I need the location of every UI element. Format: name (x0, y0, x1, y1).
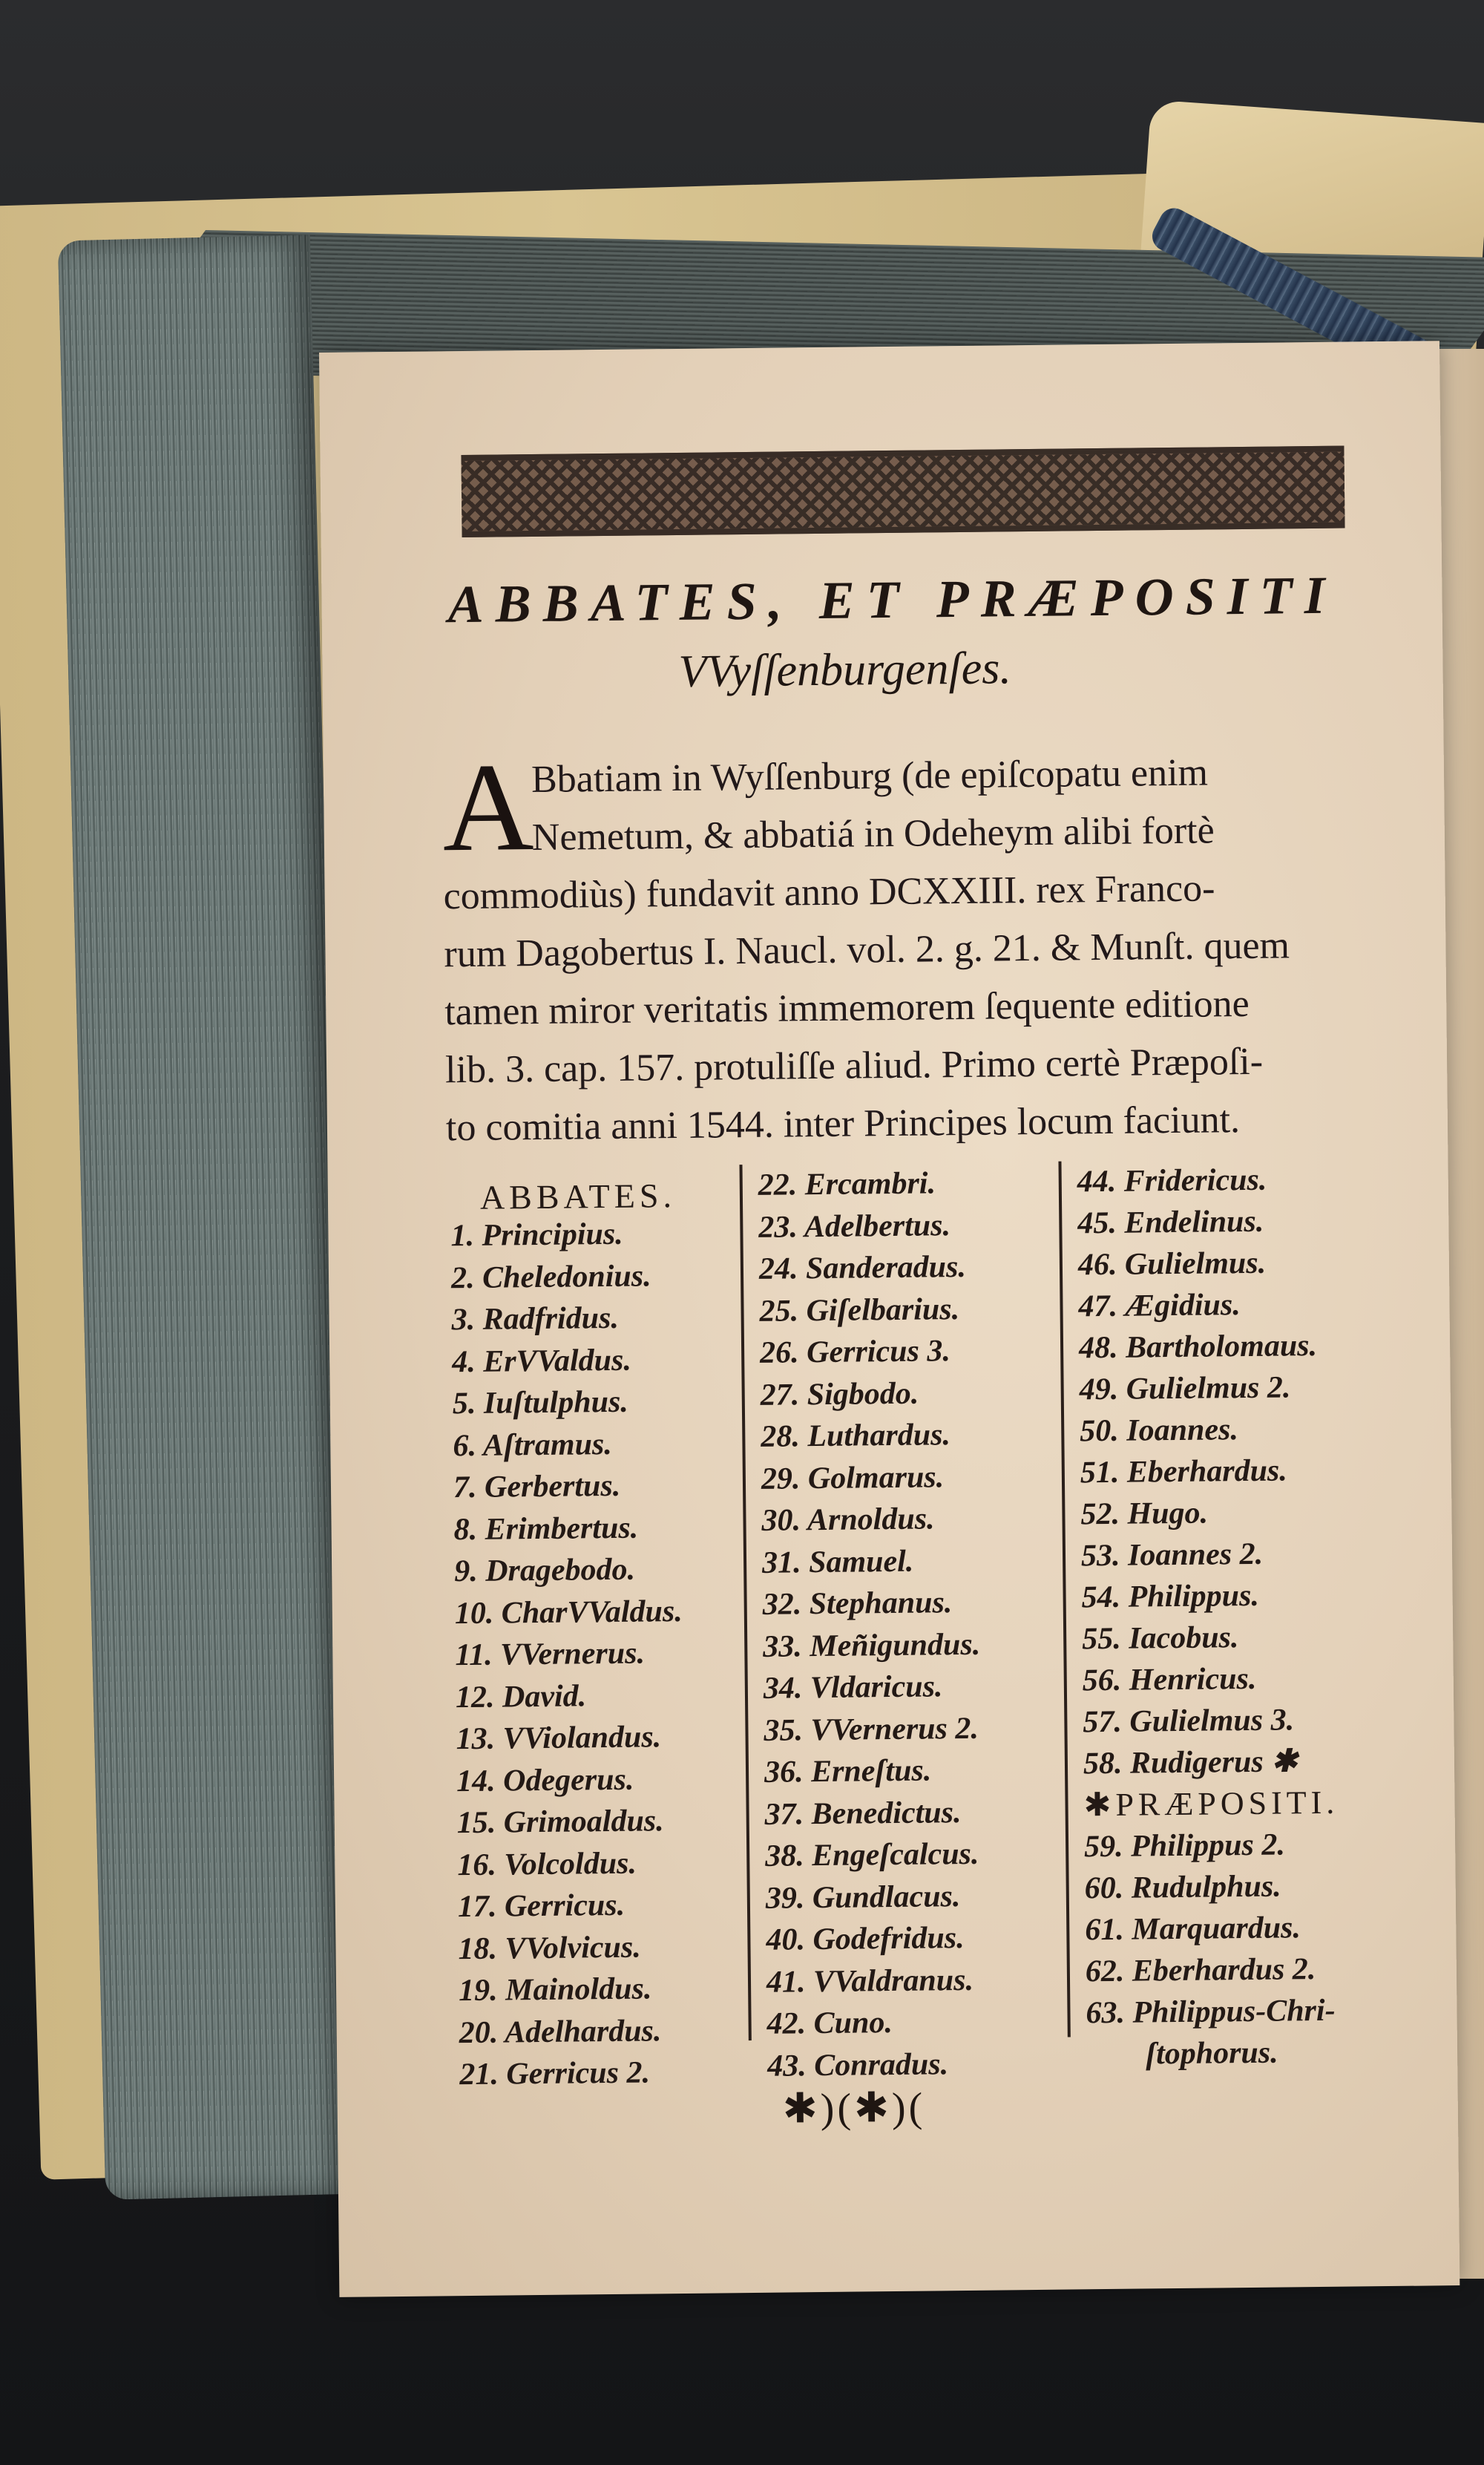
list-item: 19. Mainoldus. (458, 1971, 652, 2009)
list-item: 48. Bartholomaus. (1078, 1328, 1318, 1366)
intro-line: Nemetum, & abbatiá in Odeheym alibi fortè (531, 809, 1215, 860)
intro-line: rum Dagobertus I. Naucl. vol. 2. g. 21. & Munſt. quem (444, 924, 1290, 976)
drop-cap: A (441, 737, 535, 878)
page-title: ABBATES, ET PRÆPOSITI (447, 565, 1338, 635)
list-item: 18. VVolvicus. (458, 1930, 641, 1966)
abbates-heading: ABBATES. (479, 1176, 677, 1217)
list-item: 36. Erneſtus. (764, 1753, 932, 1790)
list-item: 4. ErVValdus. (452, 1343, 632, 1379)
list-item: 27. Sigbodo. (760, 1376, 919, 1412)
list-item: 12. David. (455, 1678, 587, 1715)
list-item: 8. Erimbertus. (453, 1510, 639, 1547)
list-item: 16. Volcoldus. (457, 1846, 637, 1882)
list-item: 43. Conradus. (766, 2046, 949, 2083)
intro-line: to comitia anni 1544. inter Principes locum faciunt. (445, 1099, 1241, 1150)
header-ornament (461, 446, 1345, 537)
list-item: 47. Ægidius. (1078, 1288, 1241, 1324)
list-item: 13. VViolandus. (456, 1720, 662, 1757)
abbates-column-3 (1077, 1158, 1398, 2075)
list-item: 59. Philippus 2. (1083, 1827, 1286, 1865)
list-item: 22. Ercambri. (758, 1166, 936, 1202)
abbates-list-1 (450, 1212, 741, 2095)
list-item: 52. Hugo. (1080, 1496, 1209, 1532)
list-item: 41. VValdranus. (766, 1962, 974, 2000)
list-item: 25. Giſelbarius. (759, 1292, 960, 1329)
list-item: 60. Rudulphus. (1084, 1869, 1281, 1906)
list-item: 26. Gerricus 3. (759, 1334, 951, 1370)
list-item: 6. Aſtramus. (453, 1427, 612, 1463)
list-item: 57. Gulielmus 3. (1083, 1703, 1295, 1740)
abbates-list-3 (1077, 1158, 1395, 1784)
intro-line: commodiùs) fundavit anno DCXXIII. rex Franco- (443, 867, 1215, 918)
entry-continuation: ſtophorus. (1145, 2035, 1278, 2072)
praepositi-heading: ✱PRÆPOSITI. (1083, 1784, 1339, 1824)
list-item: 49. Gulielmus 2. (1079, 1370, 1291, 1407)
page-subtitle: VVyſſenburgenſes. (678, 643, 1012, 697)
list-item: 55. Iacobus. (1081, 1620, 1239, 1657)
abbates-column-1 (450, 1165, 742, 2095)
list-item: 3. Radfridus. (451, 1300, 620, 1338)
intro-line: tamen miror veritatis immemorem ſequente editione (444, 982, 1250, 1034)
list-item: 63. Philippus-Chri- (1086, 1993, 1336, 2031)
list-item: 15. Grimoaldus. (456, 1804, 664, 1841)
list-item: 31. Samuel. (761, 1544, 914, 1580)
intro-paragraph (441, 737, 1389, 1157)
list-item: 58. Rudigerus ✱ (1083, 1744, 1298, 1781)
abbates-list-2 (758, 1162, 1064, 2087)
list-item: 39. Gundlacus. (765, 1879, 961, 1916)
intro-line: lib. 3. cap. 157. protuliſſe aliud. Primo certè Præpoſi- (444, 1040, 1264, 1092)
list-item: 45. Endelinus. (1077, 1204, 1264, 1241)
list-item: 5. Iuſtulphus. (452, 1384, 629, 1421)
list-item: 44. Fridericus. (1077, 1162, 1267, 1199)
list-item: 20. Adelhardus. (459, 2013, 662, 2050)
page-block-side-edge (58, 235, 358, 2200)
list-item: 9. Dragebodo. (453, 1552, 636, 1589)
list-item: 51. Eberhardus. (1080, 1453, 1287, 1490)
list-item: 40. Godefridus. (766, 1921, 965, 1957)
list-item: 30. Arnoldus. (761, 1502, 935, 1538)
praepositi-list (1084, 1823, 1398, 2034)
list-item: 1. Principius. (450, 1217, 623, 1254)
list-item: 50. Ioannes. (1080, 1412, 1239, 1449)
list-item: 33. Meñigundus. (763, 1627, 981, 1664)
list-item: 54. Philippus. (1081, 1578, 1260, 1615)
list-item: 56. Henricus. (1082, 1661, 1257, 1698)
list-item: 17. Gerricus. (457, 1888, 626, 1925)
list-item: 11. VVernerus. (455, 1636, 646, 1673)
list-item: 14. Odegerus. (456, 1762, 634, 1798)
list-item: 7. Gerbertus. (453, 1468, 621, 1505)
intro-line: Bbatiam in Wyſſenburg (de epiſcopatu enim (531, 751, 1209, 802)
list-item: 62. Eberhardus 2. (1085, 1952, 1316, 1989)
list-item: 38. Engeſcalcus. (765, 1836, 979, 1873)
column-rule (739, 1165, 751, 2040)
list-item: 29. Golmarus. (761, 1459, 945, 1496)
signature-mark: ✱)(✱)( (782, 2084, 926, 2132)
book-page (319, 341, 1460, 2297)
list-item: 10. CharVValdus. (454, 1594, 683, 1631)
list-item: 28. Luthardus. (761, 1418, 951, 1454)
list-item: 53. Ioannes 2. (1080, 1536, 1264, 1574)
list-item: 21. Gerricus 2. (459, 2055, 651, 2092)
list-item: 37. Benedictus. (764, 1795, 962, 1832)
list-item: 2. Cheledonius. (450, 1258, 651, 1295)
list-item: 32. Stephanus. (762, 1585, 953, 1622)
list-item: 23. Adelbertus. (758, 1208, 951, 1245)
list-item: 34. Vldaricus. (763, 1669, 943, 1706)
abbates-column-2 (758, 1162, 1064, 2087)
list-item: 46. Gulielmus. (1077, 1245, 1267, 1283)
list-item: 35. VVernerus 2. (764, 1711, 979, 1748)
list-item: 24. Sanderadus. (758, 1249, 967, 1286)
list-item: 42. Cuno. (766, 2006, 893, 2041)
list-item: 61. Marquardus. (1085, 1911, 1301, 1948)
